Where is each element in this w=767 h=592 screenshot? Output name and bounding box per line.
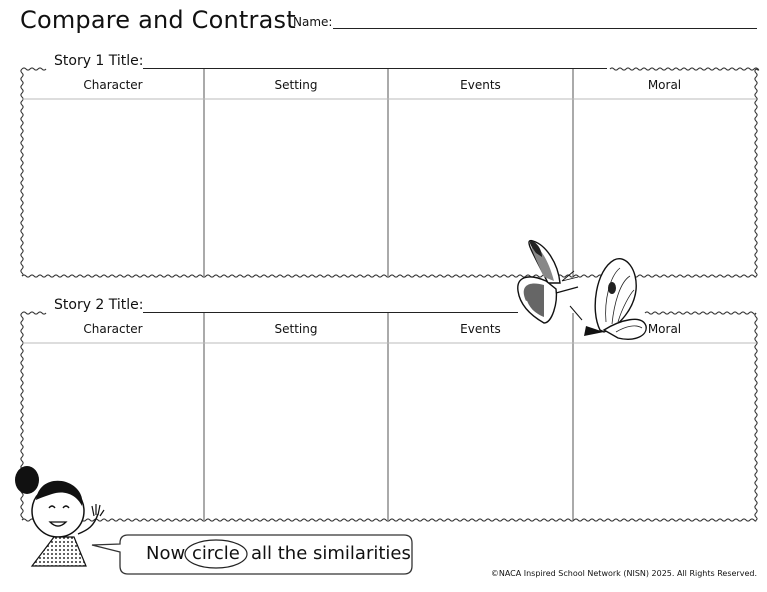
- story1-frame-top-0: [22, 68, 46, 70]
- story1-cell-events[interactable]: [389, 100, 572, 275]
- story1-column-setting: Setting: [274, 78, 318, 92]
- story2-column-setting: Setting: [274, 322, 318, 336]
- story2-frame-bottom: [22, 519, 756, 521]
- story2-column-moral: Moral: [647, 322, 682, 336]
- story2-cell-setting[interactable]: [205, 344, 387, 519]
- bubble-word-circle: circle: [192, 543, 240, 564]
- story1-title-line[interactable]: [143, 68, 607, 69]
- page-title: Compare and Contrast: [20, 6, 296, 34]
- story2-column-events: Events: [460, 322, 501, 336]
- story1-cell-setting[interactable]: [205, 100, 387, 275]
- story2-frame-top-1: [645, 312, 756, 314]
- bubble-text-rest: all the similarities: [251, 543, 411, 564]
- story2-column-character: Character: [83, 322, 143, 336]
- story2-title-label: Story 2 Title:: [54, 297, 144, 313]
- story1-cell-moral[interactable]: [574, 100, 755, 275]
- story2-frame-top-0: [22, 312, 46, 314]
- story2-title-line[interactable]: [143, 312, 518, 313]
- story1-frame-top-1: [610, 68, 759, 70]
- story1-column-events: Events: [460, 78, 501, 92]
- story1-title-label: Story 1 Title:: [54, 53, 144, 69]
- story1-column-moral: Moral: [647, 78, 682, 92]
- story1-frame-right: [755, 69, 757, 276]
- bubble-word-now: Now: [146, 543, 186, 564]
- story2-frame-right: [755, 313, 757, 520]
- story1-cell-character[interactable]: [22, 100, 203, 275]
- copyright-notice: ©NACA Inspired School Network (NISN) 2025. All Rights Reserved.: [490, 569, 757, 578]
- story1-frame-bottom: [22, 275, 756, 277]
- story2-cell-character[interactable]: [22, 344, 203, 519]
- story1-column-character: Character: [83, 78, 143, 92]
- story2-cell-moral[interactable]: [574, 344, 755, 519]
- name-label: Name:: [293, 15, 333, 29]
- story2-cell-events[interactable]: [389, 344, 572, 519]
